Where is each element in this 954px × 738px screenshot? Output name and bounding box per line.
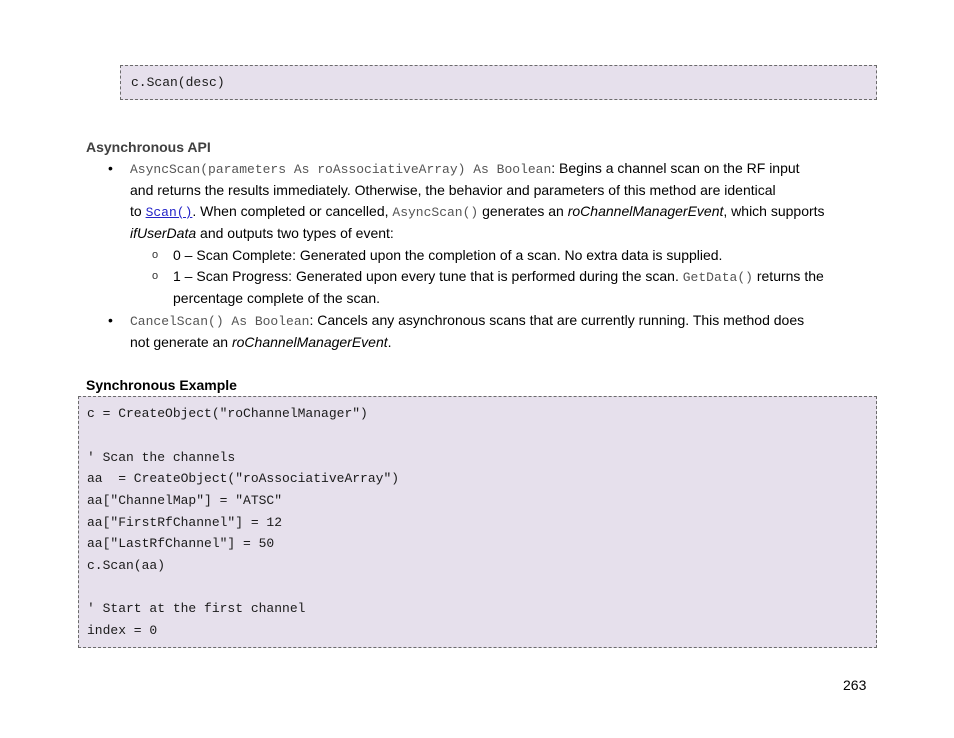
async-item-line-1 [130, 158, 800, 180]
cancel-item-line-1 [130, 310, 804, 332]
bullet-icon: • [108, 312, 113, 328]
code-line: c.Scan(desc) [131, 75, 225, 90]
code-line: aa = CreateObject("roAssociativeArray") [87, 471, 400, 486]
getdata-ref: GetData() [682, 270, 753, 285]
event-type-0: 0 – Scan Complete: Generated upon the completion of a scan. No extra data is supplied. [173, 247, 723, 263]
scan-link[interactable]: Scan() [145, 205, 193, 220]
code-line: aa["LastRfChannel"] = 50 [87, 536, 275, 551]
event-name: roChannelManagerEvent [567, 203, 724, 219]
code-line: aa["FirstRfChannel"] = 12 [87, 515, 283, 530]
code-line: aa["ChannelMap"] = "ATSC" [87, 493, 283, 508]
text-fragment: to [130, 203, 146, 219]
async-item-text: : Begins a channel scan on the RF input [551, 160, 800, 176]
section-heading-async: Asynchronous API [86, 139, 211, 155]
asyncscan-signature: AsyncScan(parameters As roAssociativeArray) As Boolean [130, 162, 552, 177]
event-name: roChannelManagerEvent [231, 334, 388, 350]
cancelscan-signature: CancelScan() As Boolean [130, 314, 310, 329]
event-type-1 [173, 266, 824, 288]
bullet-icon: • [108, 160, 113, 176]
cancel-item-line-2 [130, 332, 392, 352]
text-fragment: . When completed or cancelled, [192, 203, 393, 219]
asyncscan-ref: AsyncScan() [392, 205, 479, 220]
text-fragment: generates an [478, 203, 568, 219]
text-fragment: : Cancels any asynchronous scans that are currently running. This method does [309, 312, 805, 328]
text-fragment: returns the [752, 268, 824, 284]
async-item-line-4 [130, 223, 394, 243]
code-line: c.Scan(aa) [87, 558, 166, 573]
event-type-1-line-2: percentage complete of the scan. [173, 290, 381, 306]
circle-bullet-icon: o [152, 270, 159, 282]
code-line: ' Scan the channels [87, 450, 236, 465]
async-item-line-3 [130, 201, 825, 223]
code-line: index = 0 [87, 623, 158, 638]
section-heading-sync: Synchronous Example [86, 377, 237, 393]
circle-bullet-icon: o [152, 249, 159, 261]
code-block-sync-example [78, 396, 877, 648]
text-fragment: not generate an [130, 334, 232, 350]
ifuserdata-ref: ifUserData [130, 225, 197, 241]
code-line: c = CreateObject("roChannelManager") [87, 406, 368, 421]
text-fragment: 1 – Scan Progress: Generated upon every tune that is performed during the scan. [173, 268, 683, 284]
async-item-line-2: and returns the results immediately. Otherwise, the behavior and parameters of this method are identical [130, 182, 776, 198]
text-fragment: . [387, 334, 392, 350]
code-line: ' Start at the first channel [87, 601, 306, 616]
text-fragment: and outputs two types of event: [196, 225, 394, 241]
page-number: 263 [843, 677, 867, 693]
text-fragment: , which supports [723, 203, 825, 219]
code-block-scan-desc [120, 65, 877, 100]
